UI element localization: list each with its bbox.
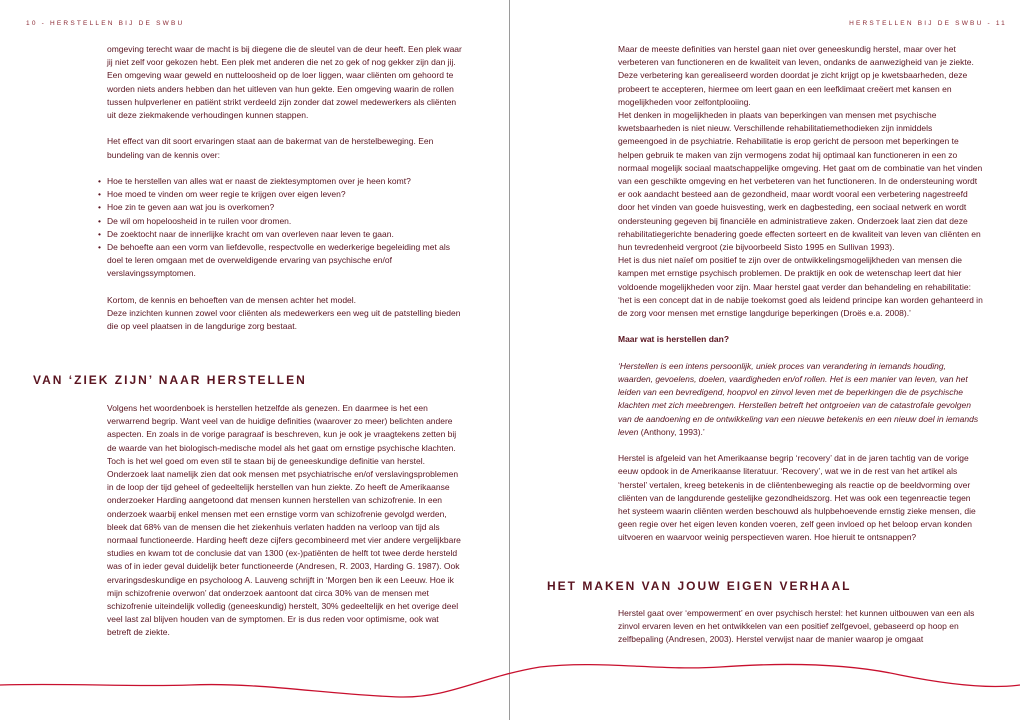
right-page: [511, 0, 1020, 720]
wave-line: [0, 664, 1020, 697]
right-running-head: HERSTELLEN BIJ DE SWBU - 11: [849, 20, 1007, 27]
section-title-eigen-verhaal: HET MAKEN VAN JOUW EIGEN VERHAAL: [547, 579, 852, 593]
list-item: • De wil om hopeloosheid in te ruilen voor dromen.: [107, 215, 462, 228]
bullet-list: [107, 175, 462, 281]
left-running-head: 10 - HERSTELLEN BIJ DE SWBU: [26, 20, 185, 27]
paragraph-kortom: Kortom, de kennis en behoeften van de mensen achter het model.: [107, 294, 357, 305]
right-lower-column: [618, 607, 983, 660]
quote-source: (Anthony, 1993).’: [638, 426, 705, 437]
list-item: • De zoektocht naar de innerlijke kracht om van overleven naar leven te gaan.: [107, 228, 462, 241]
paragraph-inzichten: Deze inzichten kunnen zowel voor cliënten als medewerkers een weg uit de patstelling bieden die op veel plaatsen in de langdurige zorg bestaat.: [107, 308, 461, 332]
paragraph-quote: [618, 360, 983, 439]
paragraph-omgeving: omgeving terecht waar de macht is bij diegene die de sleutel van de deur heeft. Een plek waar jij niet zelf voor gekozen hebt. Een plek met anderen die net zo gek of nog gekker zijn dan jij. Een omgeving waar geweld en nutteloosheid op de loer liggen, waar cliënten om gehoord te worden niets anders hebben dan het uitleven van hun gekte. Een omgeving waarin de rollen tussen hulpverlener en patiënt strikt verdeeld zijn zonder dat zowel medewerkers als cliënten uit deze ziekmakende verhoudingen kunnen stappen.: [107, 44, 462, 121]
paragraph-woordenboek: Volgens het woordenboek is herstellen hetzelfde als genezen. En daarmee is het een verwarrend begrip. Want veel van de huidige definities (waarover zo meer) belichten andere aspecten. En zoals in de vorige paragraaf is beschreven, kun je ook je vraagtekens zetten bij de waarde van het biologisch-medische model als het gaat om ernstige psychische klachten. Toch is het wel goed om even stil te staan bij de geneeskundige definitie van herstel. Onderzoek laat namelijk zien dat ook mensen met psychiatrische en/of verslavingsproblemen in de loop der tijd geheel of gedeeltelijk herstellen van hun ziekte. Zo heeft de Amerikaanse onderzoeker Harding aangetoond dat mensen kunnen herstellen van schizofrenie. In een onderzoek waarbij enkel mensen met een ernstige vorm van schizofrenie gevolgd werden, bleek dat 68% van de mensen die het ziekenhuis verlaten hadden na verloop van tijd als normaal functioneerde. Harding heeft deze cijfers gecombineerd met vier andere vergelijkbare studies en kwam tot de conclusie dat van 1300 (ex-)patiënten de helft tot twee derde hersteld was of in ieder geval duidelijk beter functioneerde (Andresen, R. 2003, Harding G. 1987). Ook ervaringsdeskundige en psycholoog A. Lauveng schrijft in ‘Morgen ben ik een Leeuw. Hoe ik mijn schizofrenie overwon’ dat onderzoek aantoont dat circa 30% van de mensen met schizofrenie uiteindelijk volledig (geneeskundig) herstelt, 30% gedeeltelijk en het overige deel veel last zal blijven houden van de symptomen. Er is dus reden voor optimisme, ook wat betreft de ziekte.: [107, 403, 461, 638]
paragraph-effect: Het effect van dit soort ervaringen staat aan de bakermat van de herstelbeweging. Een bundeling van de kennis over:: [107, 136, 434, 160]
quote-text: ‘Herstellen is een intens persoonlijk, uniek proces van verandering in iemands houding, waarden, gevoelens, doelen, vaardigheden en/of rollen. Het is een manier van leven, van het leiden van een bevredigend, hoopvol en zinvol leven met de beperkingen die de psychische klachten met zich meebrengen. Herstellen betreft het ontgroeien van de catastrofale gevolgen van de aandoening en de ontwikkeling van een nieuwe betekenis en een nieuw doel in iemands leven: [618, 360, 979, 437]
paragraph-recovery: Herstel is afgeleid van het Amerikaanse begrip ‘recovery’ dat in de jaren tachtig van de vorige eeuw opdook in de Amerikaanse literatuur. ‘Recovery’, wat we in de rest van het artikel als ‘herstel’ vertalen, kreeg betekenis in de cliëntenbeweging als reactie op de beeldvorming over cliënten van de langdurende gestelijke gezondheidszorg. Het was ook een tegenreactie tegen het systeem waarin cliënten werden beschouwd als hulpbehoevende ernstig zieke mensen, die geen regie over het eigen leven konden voeren, zelf geen invloed op het beloop ervan konden uitvoeren en waarvoor weinig perspectieven waren. Hoe hieruit te ontsnappen?: [618, 453, 976, 543]
left-upper-column: [107, 43, 462, 347]
list-item: • Hoe moed te vinden om weer regie te krijgen over eigen leven?: [107, 188, 462, 201]
decorative-wave: [0, 655, 1020, 720]
left-lower-column: [107, 402, 462, 653]
list-item: • Hoe te herstellen van alles wat er naast de ziektesymptomen over je heen komt?: [107, 175, 462, 188]
paragraph-naief: Het is dus niet naïef om positief te zijn over de ontwikkelingsmogelijkheden van mensen die kampen met ernstige psychisch problemen. De praktijk en ook de wetenschap leert dat hier voldoende mogelijkheden voor zijn. Maar herstel gaat verder dan behandeling en rehabilitatie: ‘het is een concept dat in de nabije toekomst goed als leidend principe kan worden gehanteerd in de zorg voor mensen met ernstige langdurige beperkingen (Droës e.a. 2008).’: [618, 255, 983, 319]
paragraph-mogelijkheden: Het denken in mogelijkheden in plaats van beperkingen van mensen met psychische kwetsbaarheden is niet nieuw. Verschillende rehabilitatiemethodieken zijn inmiddels gemeengoed in de psychiatrie. Rehabilitatie is erop gericht de persoon met beperkingen te helpen gebruik te maken van zijn vermogens zodat hij optimaal kan functioneren in een zo normaal mogelijk sociaal maatschappelijke omgeving. Het gaat om de combinatie van het vinden van een geschikte omgeving en het verbeteren van het functioneren. In de ondersteuning wordt er ook aandacht besteed aan de gezondheid, maar wordt vooral een verbetering nagestreefd door het vinden van goede huisvesting, werk en dagbesteding, een sociaal netwerk en wordt ondersteuning gegeven bij financiële en administratieve zaken. Onderzoek laat zien dat deze rehabilitatiegerichte benadering goede effecten sorteert en de kwaliteit van leven van cliënten en hun tevredenheid vergroot (zie bijvoorbeeld Sisto 1995 en Sullivan 1993).: [618, 110, 983, 253]
section-title-ziek-zijn: VAN ‘ZIEK ZIJN’ NAAR HERSTELLEN: [33, 373, 307, 387]
paragraph-empowerment: Herstel gaat over ‘empowerment’ en over psychisch herstel: het kunnen uitbouwen van een als zinvol ervaren leven en het ontwikkelen van een positief zelfgevoel, gebaseerd op hoop en zelfbepaling (Andresen, 2003). Herstel verwijst naar de manier waarop je omgaat: [618, 608, 975, 645]
subheading-wat-is-herstellen: Maar wat is herstellen dan?: [618, 334, 730, 345]
list-item: • Hoe zin te geven aan wat jou is overkomen?: [107, 201, 462, 214]
paragraph-definities: Maar de meeste definities van herstel gaan niet over geneeskundig herstel, maar over het verbeteren van functioneren en de kwaliteit van leven, ondanks de aanwezigheid van je ziekte. Deze verbetering kan gerealiseerd worden doordat je zicht krijgt op je kwetsbaarheden, deze probeert te accepteren, hiermee om leert gaan en een leefklimaat creëert met kansen en mogelijkheden voor zelfontplooiing.: [618, 44, 974, 107]
right-upper-column: [618, 43, 983, 558]
list-item: • De behoefte aan een vorm van liefdevolle, respectvolle en wederkerige begeleiding met als doel te leren omgaan met de overweldigende ervaring van psychische en/of verslavingssymptomen.: [107, 241, 462, 281]
